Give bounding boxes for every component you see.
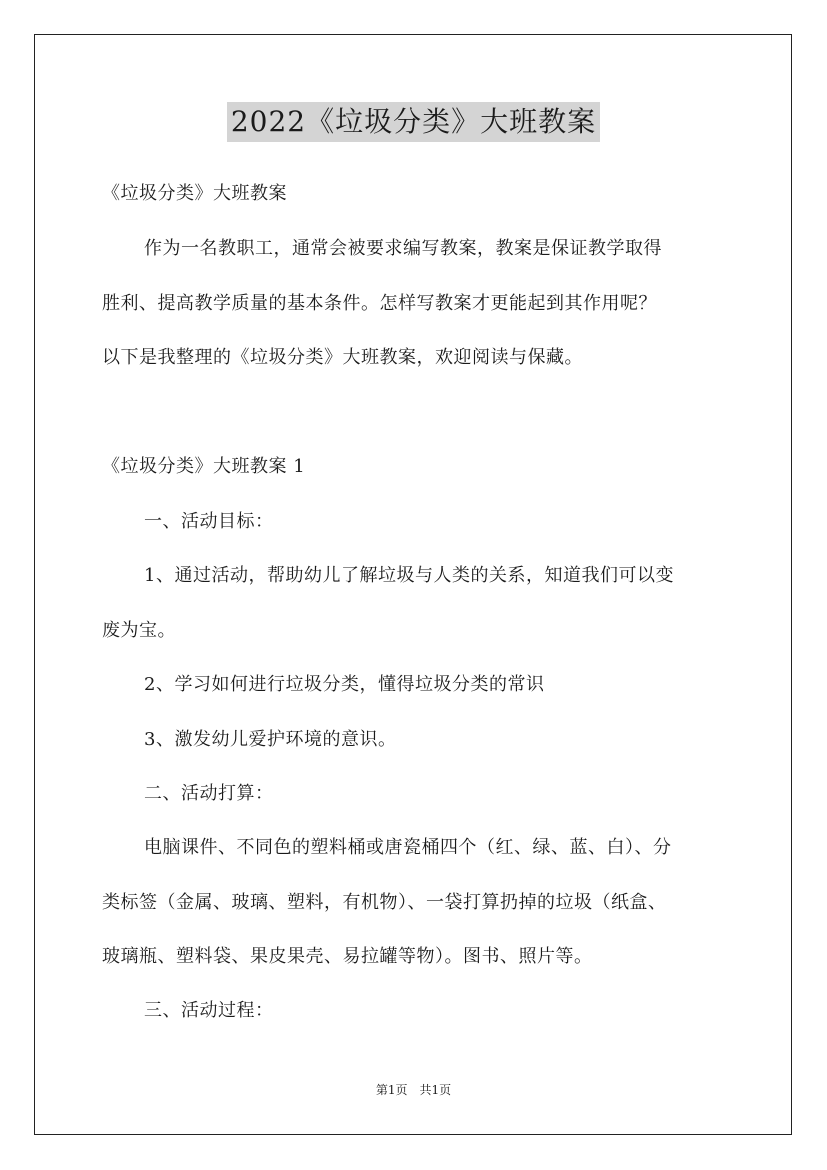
body-line: 电脑课件、不同色的塑料桶或唐瓷桶四个（红、绿、蓝、白）、分 xyxy=(144,837,672,858)
body-line: 3、激发幼儿爱护环境的意识。 xyxy=(144,729,397,750)
subtitle: 《垃圾分类》大班教案 xyxy=(102,183,287,204)
page-footer: 第1页 共1页 xyxy=(375,1083,452,1097)
intro-line-3: 以下是我整理的《垃圾分类》大班教案，欢迎阅读与保藏。 xyxy=(102,347,583,368)
body-line: 玻璃瓶、塑料袋、果皮果壳、易拉罐等物）。图书、照片等。 xyxy=(102,946,593,967)
body-line: 二、活动打算： xyxy=(144,783,274,804)
document-title-wrap xyxy=(0,102,827,142)
body-line: 类标签（金属、玻璃、塑料，有机物）、一袋打算扔掉的垃圾（纸盒、 xyxy=(102,892,667,913)
section-heading: 《垃圾分类》大班教案 1 xyxy=(102,456,306,477)
document-title: 2022《垃圾分类》大班教案 xyxy=(227,102,600,142)
body-line: 三、活动过程： xyxy=(144,1000,274,1021)
body-line: 1、通过活动，帮助幼儿了解垃圾与人类的关系，知道我们可以变 xyxy=(144,565,674,586)
intro-line-1: 作为一名教职工，通常会被要求编写教案，教案是保证教学取得 xyxy=(144,238,662,259)
intro-line-2: 胜利、提高教学质量的基本条件。怎样写教案才更能起到其作用呢？ xyxy=(102,293,657,314)
body-line: 废为宝。 xyxy=(102,620,176,641)
body-line: 2、学习如何进行垃圾分类，懂得垃圾分类的常识 xyxy=(144,674,545,695)
body-line: 一、活动目标： xyxy=(144,511,274,532)
